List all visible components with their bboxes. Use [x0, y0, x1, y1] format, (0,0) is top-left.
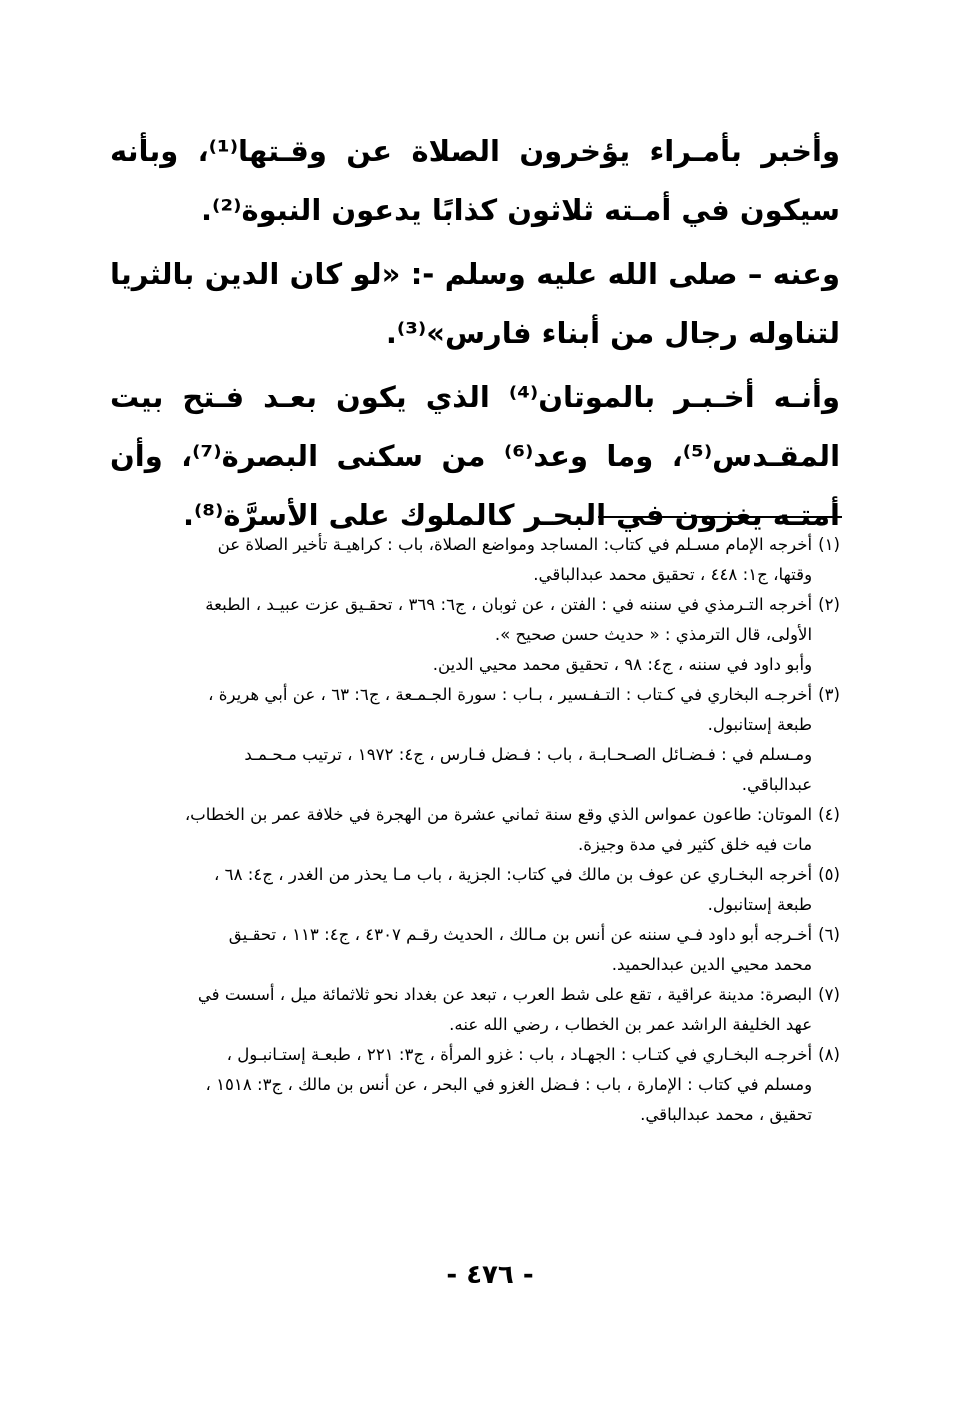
page-number: - ٤٧٦ -: [446, 1260, 534, 1290]
footnote-line: أخرجـه البخاري في كـتاب : التـفـسير ، بـاب : سورة الجـمـعة ، ج٦: ٦٣ ، عن أبي هريرة ،: [208, 685, 813, 704]
footnote-line: أخرجـه البخـاري في كتـاب : الجهـاد ، باب : غزو المرأة ، ج٣: ٢٢١ ، طبعـة إستـانبـول ،: [226, 1045, 813, 1064]
footnote-number: (٥): [818, 865, 840, 884]
footnote: [110, 920, 840, 980]
footnote-line: محمد محيي الدين عبدالحميد.: [611, 955, 813, 974]
footnote: [110, 530, 840, 590]
footnote-line: وأبو داود في سننه ، ج٤: ٩٨ ، تحقيق محمد محيي الدين.: [432, 655, 813, 674]
footnote-line: طبعة إستانبول.: [707, 895, 813, 914]
paragraph: وأنـه أخـبـر بالموتان⁽⁴⁾ الذي يكون بعـد فـتح بيت المقـدس⁽⁵⁾، وما وعد⁽⁶⁾ من سكنى البصرة⁽⁷⁾، وأن أمتـه يغزون في البحـر كالملوك على الأسرَّة⁽⁸⁾.: [110, 380, 841, 532]
paragraph: وعنه – صلى الله عليه وسلم -: «لو كان الدين بالثريا لتناوله رجال من أبناء فارس»⁽³⁾.: [110, 257, 840, 350]
footnote-number: (١): [818, 535, 840, 554]
footnote-line: تحقيق ، محمد عبدالباقي.: [640, 1105, 813, 1124]
footnote-line: الموتان: طاعون عمواس الذي وقع سنة ثماني عشرة من الهجرة في خلافة عمر بن الخطاب،: [184, 805, 813, 824]
footnote: [110, 800, 840, 860]
footnote: [110, 1040, 840, 1130]
footnote-line: عبدالباقي.: [741, 775, 813, 794]
footnote: [110, 860, 840, 920]
footnote-number: (٢): [818, 595, 840, 614]
main-text: [110, 122, 840, 550]
footnote-line: أخرجه التـرمذي في سننه في : الفتن ، عن ثوبان ، ج٦: ٣٦٩ ، تحقـيق عزت عبيـد ، الطبعة: [205, 595, 813, 614]
footnote-line: الأولى، قال الترمذي : « حديث حسن صحيح ».: [494, 625, 813, 644]
footnotes: [110, 530, 840, 1130]
footnote: [110, 980, 840, 1040]
footnote-line: عهد الخليفة الراشد عمر بن الخطاب ، رضي الله عنه.: [449, 1015, 813, 1034]
footnote-line: ومسلم في كتاب : الإمارة ، باب : فـضل الغزو في البحر ، عن أنس بن مالك ، ج٣: ١٥١٨ ،: [205, 1075, 813, 1094]
footnote-line: مات فيه خلق كثير في مدة وجيزة.: [577, 835, 813, 854]
paragraph: وأخبر بأمـراء يؤخرون الصلاة عن وقـتها⁽¹⁾، وبأنه سيكون في أمـته ثلاثون كذابًا يدعون النبوة⁽²⁾.: [110, 134, 840, 227]
footnote-number: (٣): [818, 685, 840, 704]
footnote-line: وقتها، ج١: ٤٤٨ ، تحقيق محمد عبدالباقي.: [533, 565, 813, 584]
footnote-line: طبعة إستانبول.: [707, 715, 813, 734]
footnote-separator: [598, 516, 842, 518]
footnote-line: البصرة: مدينة عراقية ، تقع على شط العرب ، تبعد عن بغداد نحو ثلاثمائة ميل ، أسست في: [197, 985, 813, 1004]
footnote-line: ومـسلم في : فـضـائل الصـحـابـة ، باب : فـضل فـارس ، ج٤: ١٩٧٢ ، ترتيب مـحـمـد: [244, 745, 813, 764]
footnote-number: (٨): [818, 1045, 840, 1064]
footnote: [110, 680, 840, 800]
footnote-line: أخرجه البخـاري عن عوف بن مالك في كتاب: الجزية ، باب مـا يحذر من الغدر ، ج٤: ٦٨ ،: [214, 865, 813, 884]
footnote-line: أخرجه الإمام مسـلم في كتاب: المساجد ومواضع الصلاة، باب : كراهيـة تأخير الصلاة عن: [217, 535, 813, 554]
footnote-number: (٧): [818, 985, 840, 1004]
footnote: [110, 590, 840, 680]
footnote-number: (٤): [818, 805, 840, 824]
footnote-number: (٦): [818, 925, 840, 944]
footnote-line: أخـرجه أبو داود فـي سننه عن أنس بن مـالك ، الحديث رقـم ٤٣٠٧ ، ج٤: ١١٣ ، تحقـيق: [228, 925, 813, 944]
